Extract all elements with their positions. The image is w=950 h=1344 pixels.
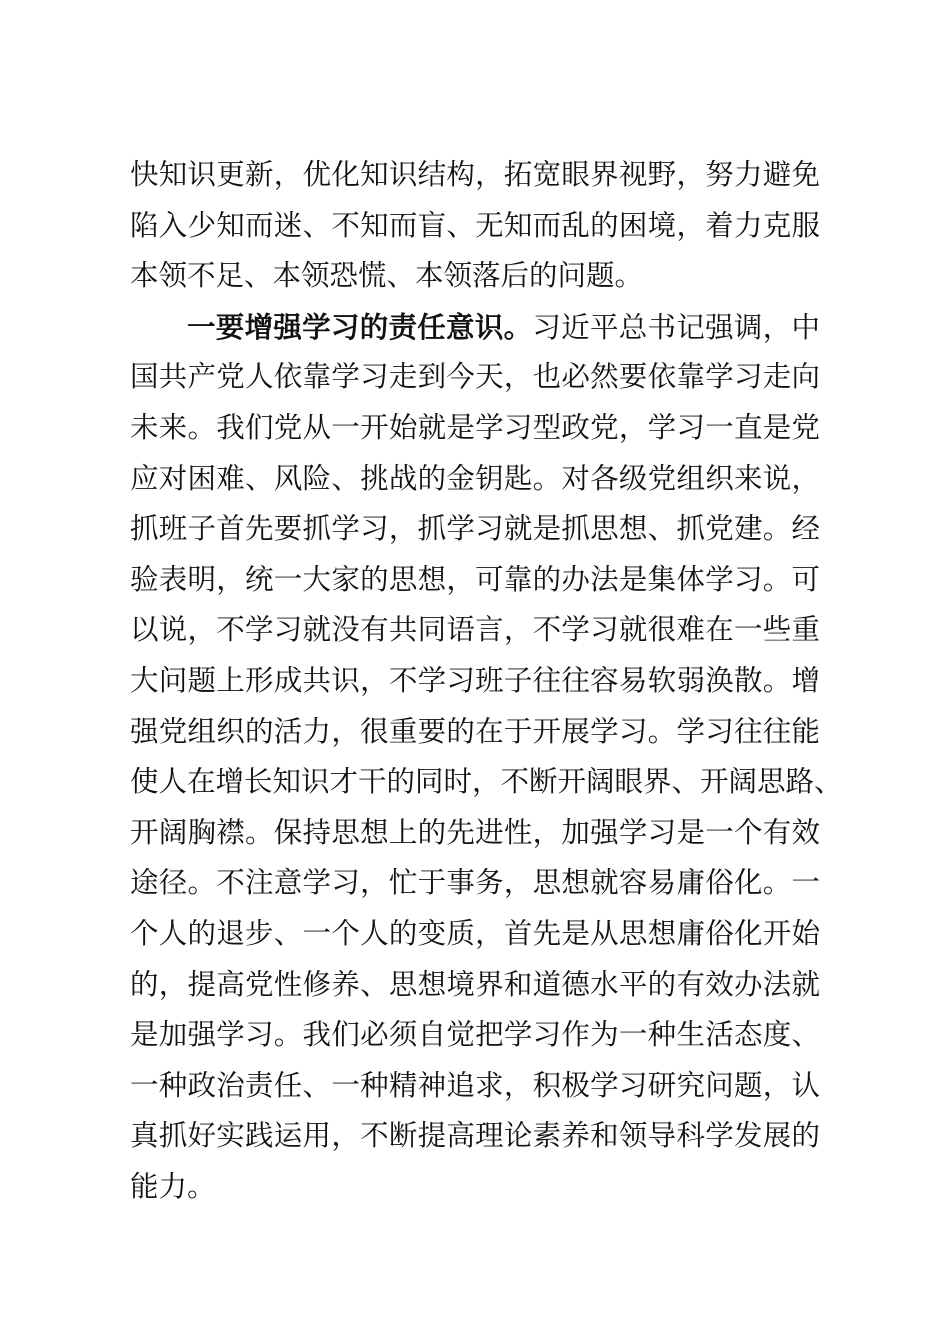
paragraph-line: 本领不足、本领恐慌、本领落后的问题。 (130, 259, 644, 293)
paragraph-line: 途径。不注意学习，忙于事务，思想就容易庸俗化。一 (130, 866, 820, 900)
paragraph-line: 快知识更新，优化知识结构，拓宽眼界视野，努力避免 (130, 158, 820, 191)
section-heading-rest: 习近平总书记强调，中 (532, 310, 820, 344)
paragraph-line: 大问题上形成共识，不学习班子往往容易软弱涣散。增 (130, 663, 820, 697)
paragraph-line: 国共产党人依靠学习走到今天，也必然要依靠学习走向 (130, 360, 820, 394)
paragraph-line: 验表明，统一大家的思想，可靠的办法是集体学习。可 (130, 562, 820, 596)
paragraph-line: 应对困难、风险、挑战的金钥匙。对各级党组织来说， (130, 461, 820, 495)
paragraph-line: 一种政治责任、一种精神追求，积极学习研究问题，认 (130, 1068, 820, 1102)
paragraph-line: 抓班子首先要抓学习，抓学习就是抓思想、抓党建。经 (130, 512, 820, 546)
paragraph-line: 以说，不学习就没有共同语言，不学习就很难在一些重 (130, 613, 820, 647)
body-text (130, 150, 843, 1212)
paragraph-line: 能力。 (130, 1169, 216, 1203)
paragraph-line: 的，提高党性修养、思想境界和道德水平的有效办法就 (130, 967, 820, 1001)
paragraph-line: 个人的退步、一个人的变质，首先是从思想庸俗化开始 (130, 916, 820, 950)
paragraph-line: 是加强学习。我们必须自觉把学习作为一种生活态度、 (130, 1018, 820, 1052)
paragraph-line: 陷入少知而迷、不知而盲、无知而乱的困境，着力克服 (130, 208, 820, 242)
paragraph-line: 强党组织的活力，很重要的在于开展学习。学习往往能 (130, 714, 820, 748)
paragraph-first-line (130, 302, 820, 353)
paragraph-line: 开阔胸襟。保持思想上的先进性，加强学习是一个有效 (130, 815, 820, 849)
paragraph-line: 使人在增长知识才干的同时，不断开阔眼界、开阔思路、 (130, 765, 843, 799)
paragraph-line: 真抓好实践运用，不断提高理论素养和领导科学发展的 (130, 1119, 820, 1153)
section-heading: 一要增强学习的责任意识。 (187, 309, 533, 344)
paragraph-line: 未来。我们党从一开始就是学习型政党，学习一直是党 (130, 410, 820, 444)
